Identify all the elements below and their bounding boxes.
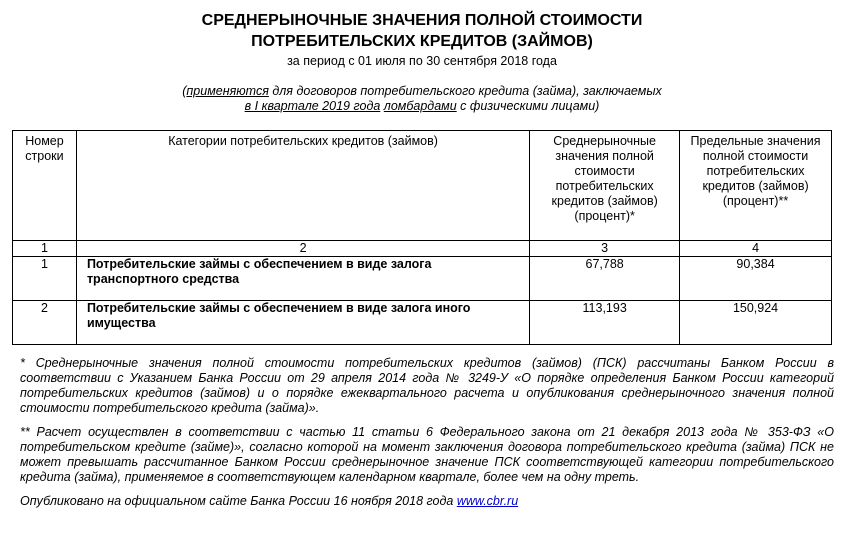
applies-text-1: для договоров потребительского кредита (займа), заключаемых	[268, 84, 662, 98]
column-number-row	[13, 241, 832, 257]
row-number: 1	[13, 257, 77, 301]
row-category: Потребительские займы с обеспечением в виде залога транспортного средства	[76, 257, 529, 301]
column-number: 4	[680, 241, 832, 257]
table-header-row	[13, 131, 832, 241]
table-row	[13, 257, 832, 301]
header-average-value: Среднерыночные значения полной стоимости потребительских кредитов (займов) (процент)*	[530, 131, 680, 241]
header-category: Категории потребительских кредитов (займов)	[76, 131, 529, 241]
row-limit-value: 90,384	[680, 257, 832, 301]
applies-underlined-2: в I квартале 2019 года	[244, 99, 381, 113]
applies-underlined-1: применяются	[186, 84, 269, 98]
applicability-note	[0, 84, 844, 114]
column-number: 2	[76, 241, 529, 257]
header-limit-value: Предельные значения полной стоимости потребительских кредитов (займов) (процент)**	[680, 131, 832, 241]
period-subtitle: за период с 01 июля по 30 сентября 2018 года	[287, 54, 557, 68]
applies-underlined-3: ломбардами	[383, 99, 457, 113]
applies-text-3: с физическими лицами)	[456, 99, 600, 113]
row-average-value: 113,193	[530, 301, 680, 345]
footnotes	[20, 356, 834, 518]
cbr-website-link[interactable]: www.cbr.ru	[456, 494, 519, 508]
table-row	[13, 301, 832, 345]
publication-text: Опубликовано на официальном сайте Банка России 16 ноября 2018 года	[20, 494, 457, 508]
title-line-2: ПОТРЕБИТЕЛЬСКИХ КРЕДИТОВ (ЗАЙМОВ)	[251, 33, 593, 50]
row-limit-value: 150,924	[680, 301, 832, 345]
row-category: Потребительские займы с обеспечением в виде залога иного имущества	[76, 301, 529, 345]
applies-open: (	[182, 84, 187, 98]
column-number: 3	[530, 241, 680, 257]
column-number: 1	[13, 241, 77, 257]
psk-table	[12, 130, 832, 345]
document-title	[0, 10, 844, 52]
title-line-1: СРЕДНЕРЫНОЧНЫЕ ЗНАЧЕНИЯ ПОЛНОЙ СТОИМОСТИ	[201, 12, 643, 29]
footnote-average: * Среднерыночные значения полной стоимости потребительских кредитов (займов) (ПСК) рассчитаны Банком России в соответствии с Указанием Банка России от 29 апреля 2014 года № 3249-У «О порядке определения Банком России категорий потребительских кредитов (займов) и о порядке ежеквартального расчета и опубликования среднерыночного значения полной стоимости потребительского кредита (займа)».	[20, 356, 834, 415]
header-row-number: Номер строки	[13, 131, 77, 241]
row-average-value: 67,788	[530, 257, 680, 301]
footnote-limit: ** Расчет осуществлен в соответствии с частью 11 статьи 6 Федерального закона от 21 декабря 2013 года № 353-ФЗ «О потребительском кредите (займе)», согласно которой на момент заключения договора потребительского кредита (займа) ПСК не может превышать рассчитанное Банком России среднерыночное значение ПСК соответствующей категории потребительского кредита (займа), применяемое в соответствующем календарном квартале, более чем на одну треть.	[20, 425, 834, 484]
publication-note	[20, 494, 834, 509]
row-number: 2	[13, 301, 77, 345]
